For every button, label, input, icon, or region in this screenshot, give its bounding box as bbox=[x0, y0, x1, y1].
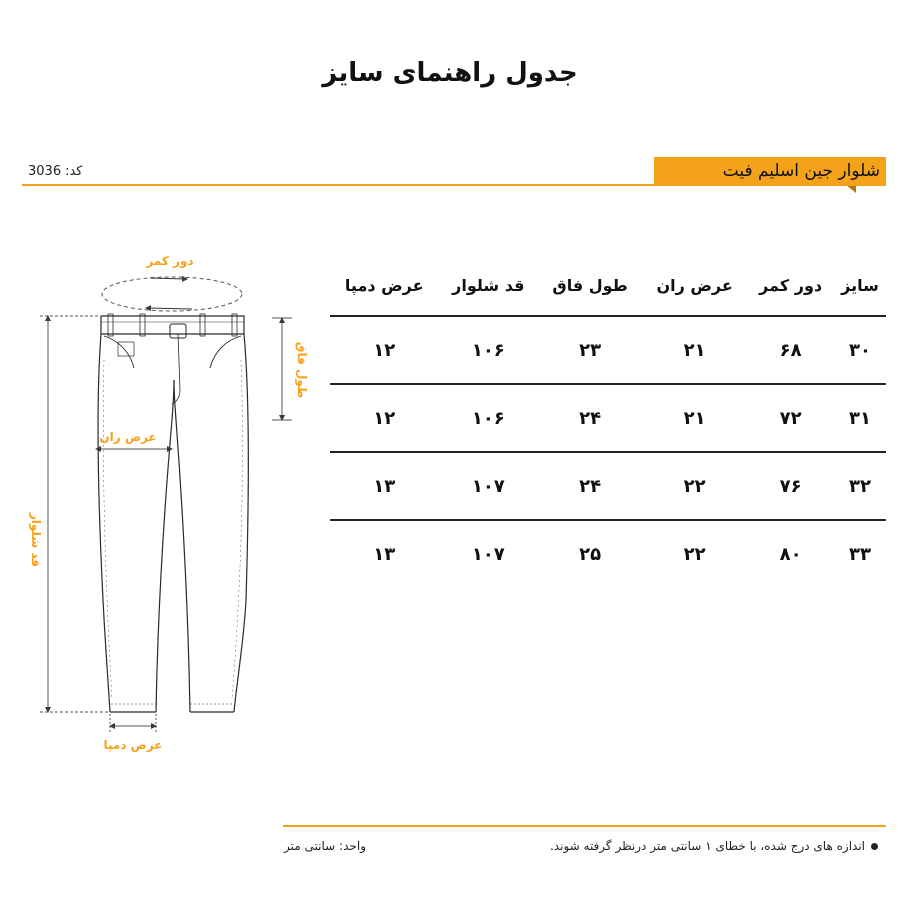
table-cell: ۸۰ bbox=[779, 543, 802, 565]
table-cell: ۲۳ bbox=[538, 316, 642, 384]
table-header-row bbox=[330, 255, 886, 316]
hem-measure-icon bbox=[110, 714, 156, 732]
table-cell: ۱۰۷ bbox=[438, 452, 538, 520]
header-rise: طول فاق bbox=[538, 255, 642, 316]
table-cell: ۲۴ bbox=[538, 384, 642, 452]
page-title: جدول راهنمای سایز bbox=[322, 58, 578, 88]
footer-divider bbox=[283, 825, 886, 827]
unit-value: سانتی متر bbox=[284, 839, 336, 853]
table-row bbox=[330, 316, 886, 384]
footer-note bbox=[550, 839, 878, 853]
product-code bbox=[28, 164, 83, 179]
table-cell: ۱۳ bbox=[373, 543, 396, 565]
unit-label: واحد: bbox=[339, 839, 367, 853]
table-cell: ۳۱ bbox=[834, 384, 886, 452]
table-cell: ۳۰ bbox=[834, 316, 886, 384]
table-cell: ۲۵ bbox=[579, 543, 602, 565]
table-cell: ۲۴ bbox=[538, 452, 642, 520]
table-cell: ۲۱ bbox=[642, 316, 747, 384]
header-hem: عرض دمپا bbox=[330, 255, 438, 316]
product-code-value: 3036 bbox=[28, 164, 62, 179]
tab-fold-decoration bbox=[846, 185, 856, 193]
table-row bbox=[330, 520, 886, 587]
table-cell: ۱۲ bbox=[330, 384, 438, 452]
product-name-tab: شلوار جین اسلیم فیت bbox=[654, 157, 886, 185]
table-cell: ۱۳ bbox=[330, 452, 438, 520]
length-label: قد شلوار bbox=[29, 512, 43, 568]
table-row bbox=[330, 384, 886, 452]
size-table bbox=[330, 255, 886, 587]
header-divider bbox=[22, 184, 886, 186]
bullet-icon bbox=[871, 843, 878, 850]
rise-label: طول فاق bbox=[295, 341, 309, 399]
product-code-label: کد: bbox=[65, 164, 83, 179]
header-size: سایز bbox=[834, 255, 886, 316]
table-cell: ۲۲ bbox=[683, 543, 706, 565]
waist-measure-icon bbox=[102, 277, 242, 311]
header-waist: دور کمر bbox=[747, 255, 834, 316]
table-cell: ۱۰۶ bbox=[438, 316, 538, 384]
table-cell: ۶۸ bbox=[747, 316, 834, 384]
table-cell: ۷۲ bbox=[747, 384, 834, 452]
table-cell: ۱۰۶ bbox=[438, 384, 538, 452]
thigh-label: عرض ران bbox=[99, 430, 157, 444]
table-cell: ۱۰۷ bbox=[471, 543, 505, 565]
table-cell: ۳۳ bbox=[849, 543, 871, 565]
rise-measure-icon bbox=[272, 318, 292, 420]
footer-note-text: اندازه های درج شده، با خطای ۱ سانتی متر درنظر گرفته شوند. bbox=[549, 839, 865, 853]
table-cell: ۲۱ bbox=[642, 384, 747, 452]
waist-label: دور کمر bbox=[146, 254, 194, 268]
header-thigh: عرض ران bbox=[642, 255, 747, 316]
hem-label: عرض دمپا bbox=[103, 738, 163, 752]
table-cell: ۷۶ bbox=[747, 452, 834, 520]
unit-info bbox=[284, 839, 366, 853]
table-cell: ۱۲ bbox=[330, 316, 438, 384]
table-cell: ۲۲ bbox=[642, 452, 747, 520]
jeans-diagram bbox=[0, 240, 330, 760]
jeans-outline bbox=[98, 314, 248, 712]
table-cell: ۳۲ bbox=[834, 452, 886, 520]
table-row bbox=[330, 452, 886, 520]
header-length: قد شلوار bbox=[438, 255, 538, 316]
